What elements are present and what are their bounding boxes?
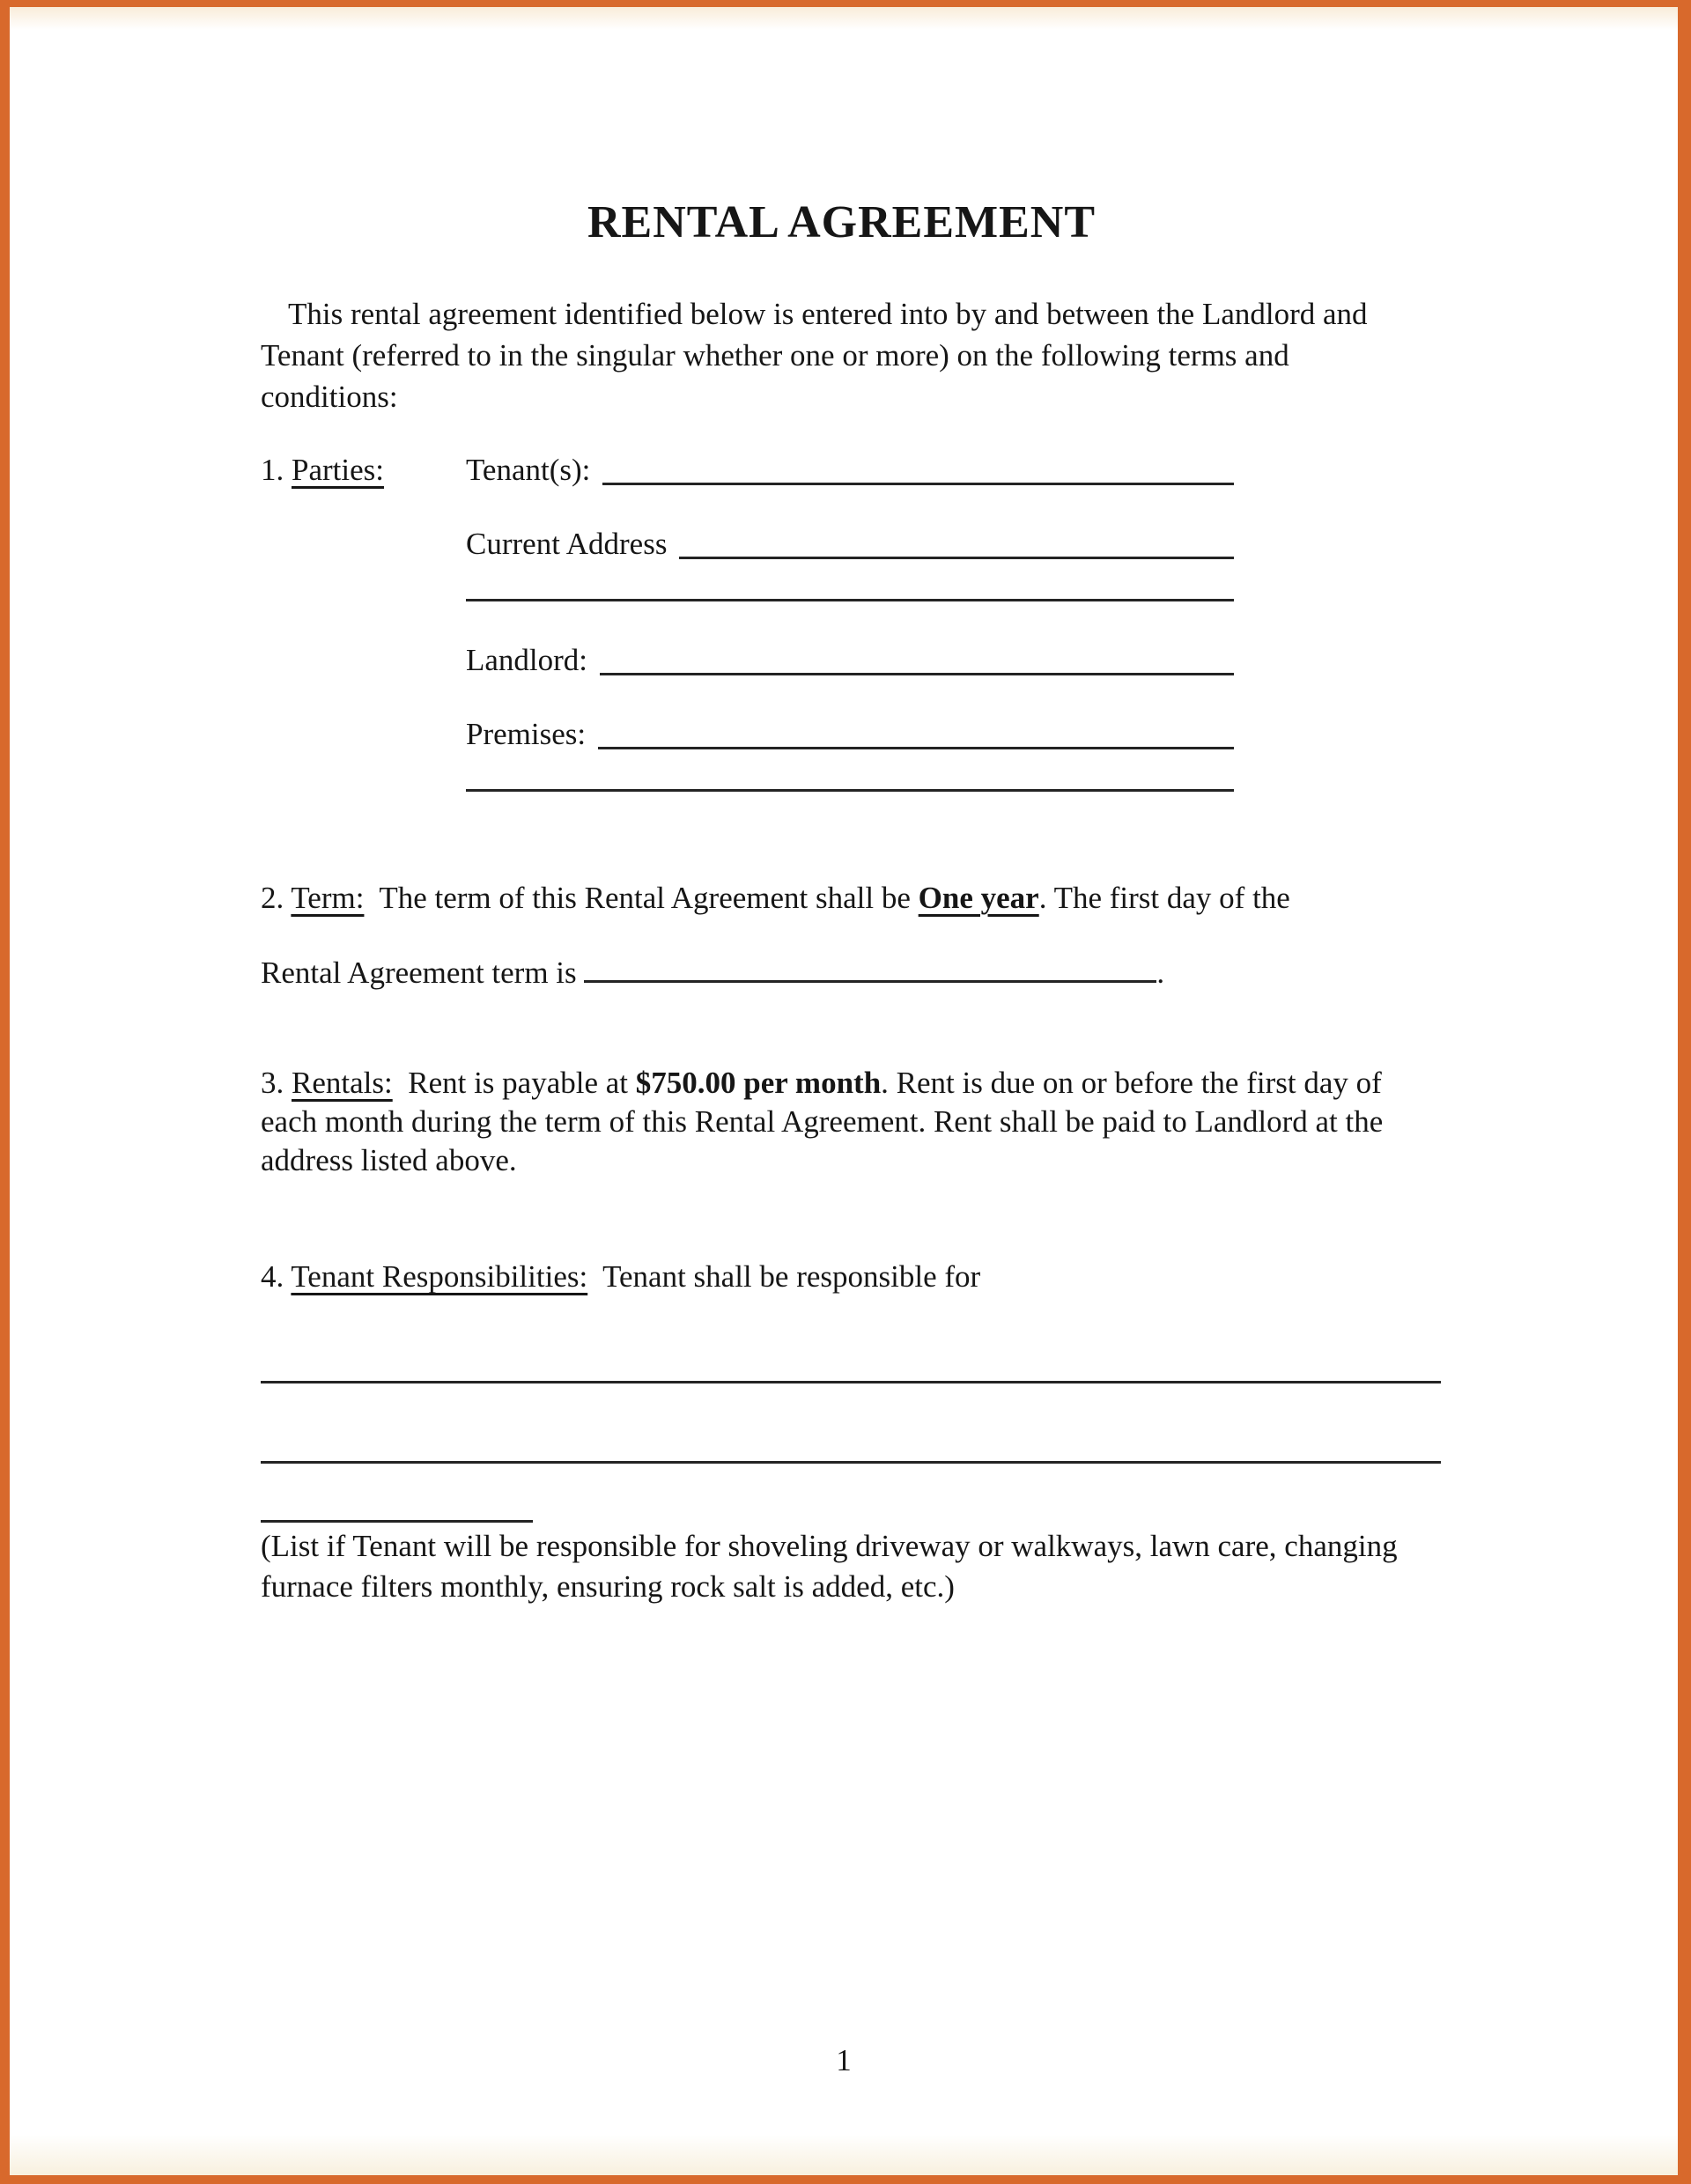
section-responsibilities (261, 1258, 1422, 1296)
term-line2-label: Rental Agreement term is (261, 956, 577, 990)
term-number: 2. (261, 881, 284, 915)
intro-paragraph: This rental agreement identified below is entered into by and between the Landlord and Tenant (referred to in the singular whether one or more) on the following terms and conditions: (261, 297, 1368, 414)
field-row-premises-continued (261, 789, 1234, 796)
rentals-heading: Rentals: (292, 1066, 393, 1100)
term-value: One year (918, 881, 1039, 915)
section-term-line-2 (261, 954, 1422, 992)
current-address-fill-line (679, 525, 1234, 559)
tenant-label: Tenant(s): (466, 453, 591, 487)
premises-continuation-fill-line (466, 789, 1234, 792)
document-content (10, 196, 1678, 1607)
term-heading: Term: (291, 881, 365, 915)
responsibilities-number: 4. (261, 1259, 284, 1294)
field-row-current-address (261, 525, 1234, 564)
term-text-after: . The first day of the (1038, 881, 1290, 915)
responsibilities-fill-line-2 (261, 1461, 1441, 1464)
term-date-fill-line (584, 980, 1156, 983)
responsibilities-note: (List if Tenant will be responsible for shoveling driveway or walkways, lawn care, changing furnace filters monthly, ensuring rock salt is added, etc.) (261, 1529, 1398, 1604)
rentals-text-after: . Rent is due on or before the first day of each month during the term of this Rental Agreement. Rent shall be paid to Landlord at the address listed above. (261, 1066, 1384, 1177)
field-row-landlord (261, 641, 1234, 680)
section-term-line-1 (261, 879, 1422, 918)
premises-fill-line (598, 715, 1234, 749)
parties-number: 1. (261, 453, 284, 487)
rentals-text-before: Rent is payable at (408, 1066, 629, 1100)
document-title: RENTAL AGREEMENT (587, 197, 1097, 247)
parties-section-label (261, 451, 466, 490)
field-row-tenant (261, 451, 1234, 490)
term-text-before: The term of this Rental Agreement shall be (379, 881, 911, 915)
landlord-fill-line (600, 641, 1234, 675)
field-row-address-continued (261, 599, 1234, 606)
section-parties (261, 451, 1234, 796)
rentals-number: 3. (261, 1066, 284, 1100)
address-continuation-fill-line (466, 599, 1234, 601)
responsibilities-text: Tenant shall be responsible for (602, 1259, 981, 1294)
premises-label: Premises: (466, 717, 587, 751)
parties-heading: Parties: (292, 453, 384, 487)
responsibilities-heading: Tenant Responsibilities: (291, 1259, 588, 1294)
section-rentals (261, 1064, 1422, 1180)
current-address-label: Current Address (466, 527, 668, 561)
page-number: 1 (836, 2043, 852, 2077)
tenant-fill-line (602, 451, 1234, 485)
responsibilities-fill-line-1 (261, 1381, 1441, 1383)
field-row-premises (261, 715, 1234, 754)
responsibilities-fill-line-3 (261, 1520, 533, 1523)
term-line2-period: . (1156, 956, 1165, 990)
landlord-label: Landlord: (466, 643, 588, 677)
rentals-amount: $750.00 per month (635, 1066, 882, 1100)
